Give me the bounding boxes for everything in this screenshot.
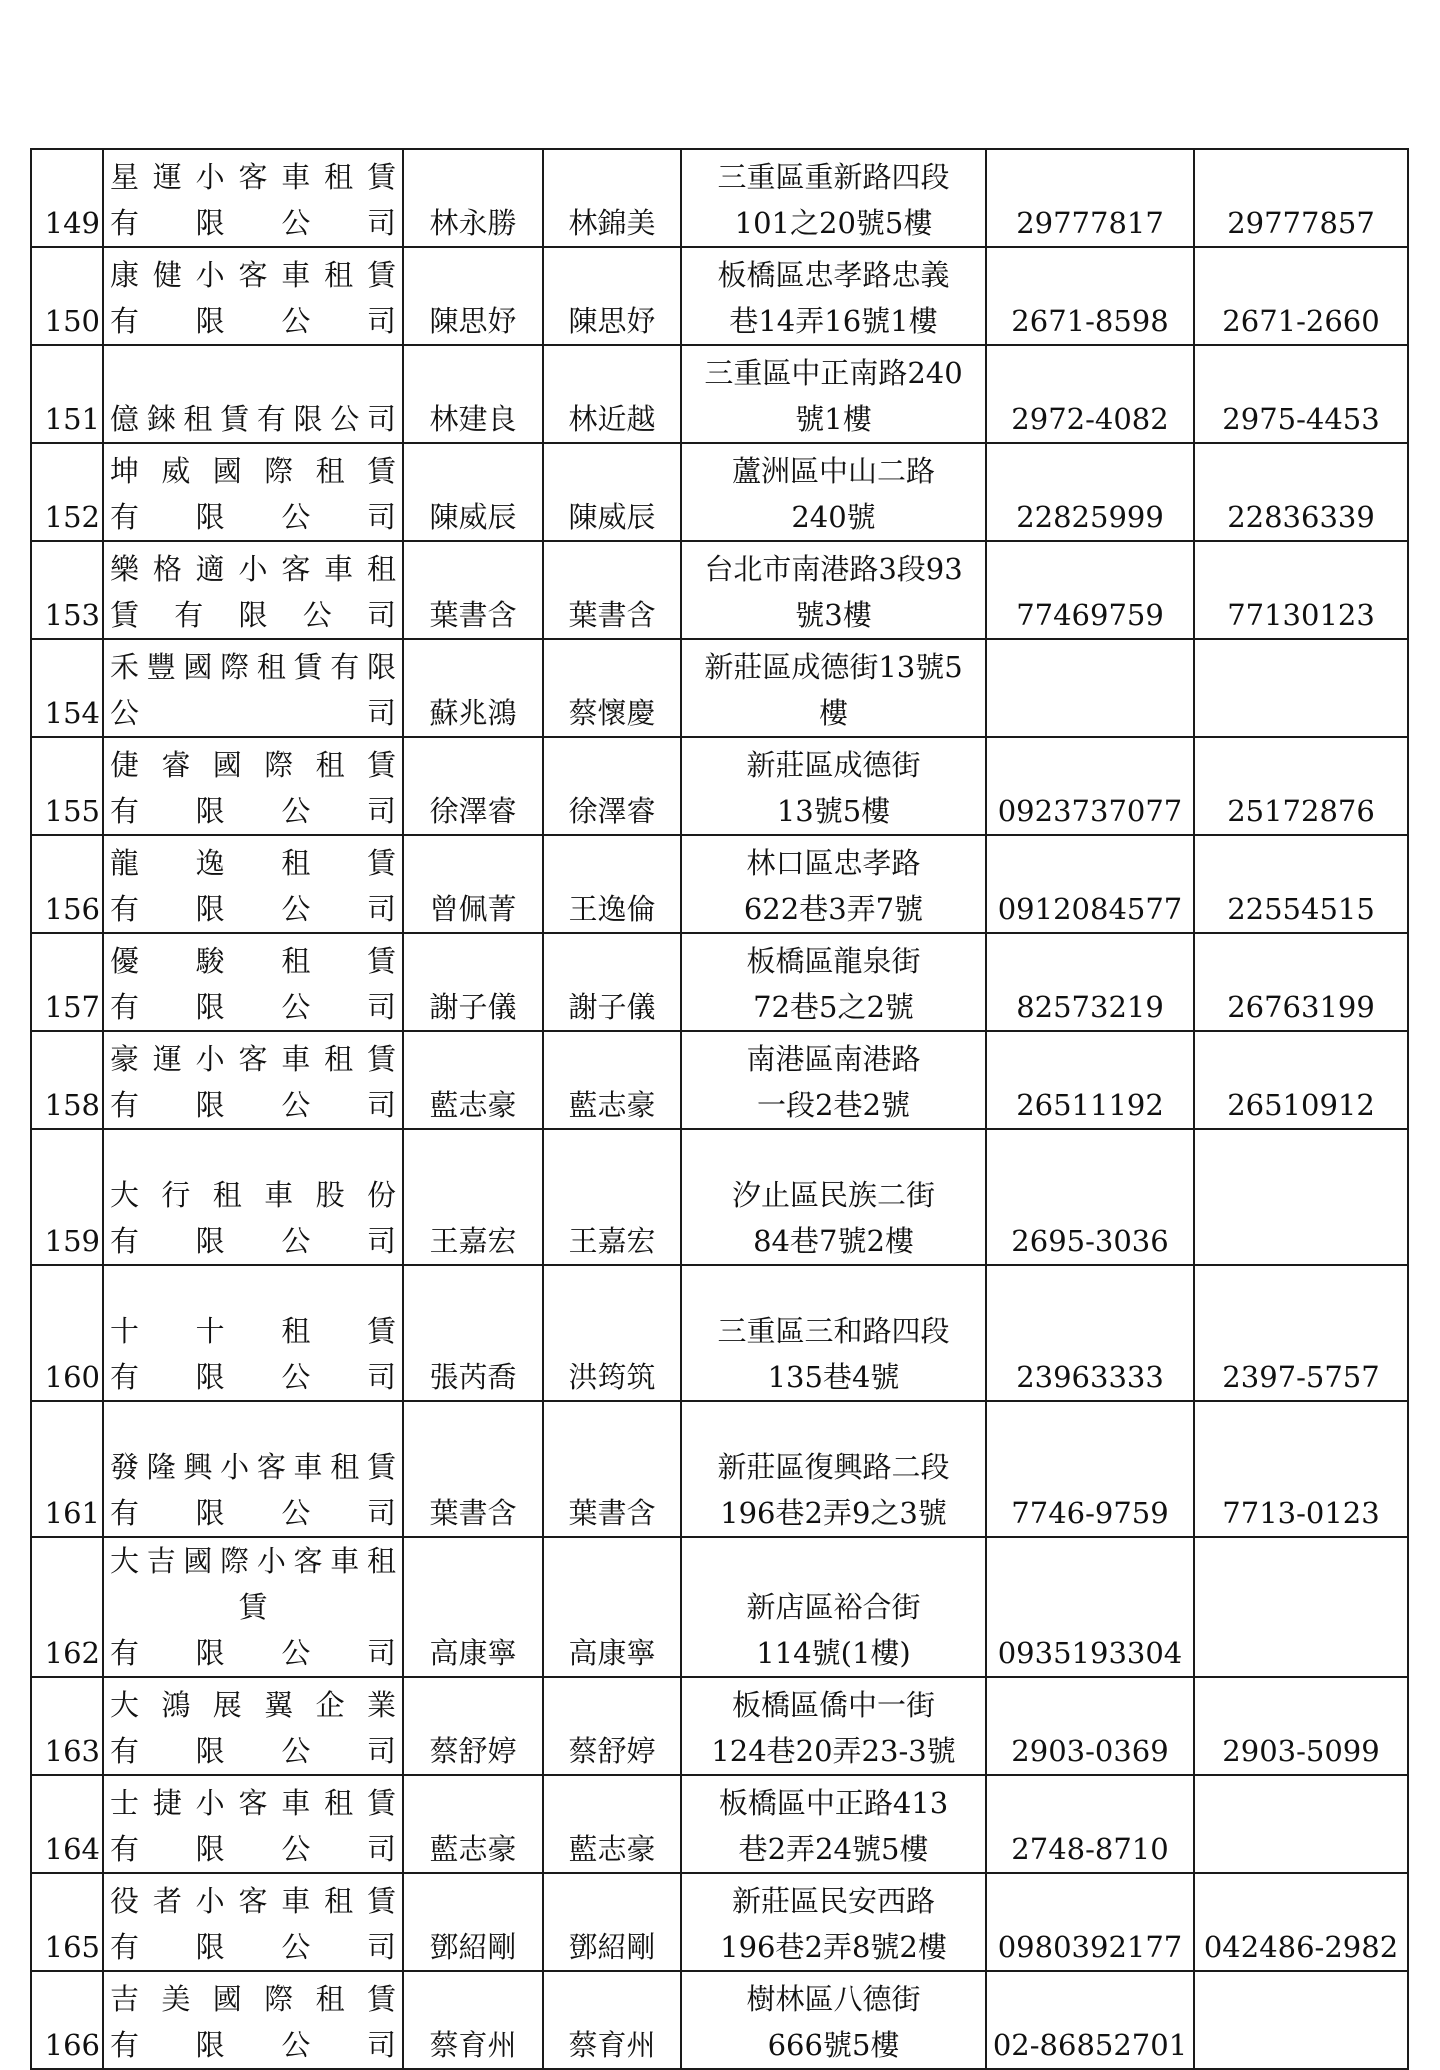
table-row [31,443,1408,541]
row-number: 151 [31,345,103,443]
company-name-line-1: 樂格適小客車租 [110,552,396,586]
address-line-1: 三重區三和路四段 [717,1314,950,1348]
manager-cell: 蔡育州 [543,1971,681,2069]
fax-cell [1194,1971,1408,2069]
company-name-line-1: 發隆興小客車租賃 [110,1450,396,1484]
phone-cell: 23963333 [986,1265,1194,1401]
fax-cell: 29777857 [1194,149,1408,247]
phone-cell: 2695-3036 [986,1129,1194,1265]
company-name-cell [103,1873,403,1971]
address-cell [681,1265,986,1401]
manager-cell: 王嘉宏 [543,1129,681,1265]
manager-cell: 藍志豪 [543,1775,681,1873]
table-row [31,345,1408,443]
representative-cell: 葉書含 [403,1401,543,1537]
address-line-1: 新莊區民安西路 [731,1884,935,1918]
company-name-cell [103,149,403,247]
company-name-line-2: 有限公司 [110,1088,396,1122]
address-line-2: 196巷2弄9之3號 [720,1496,947,1530]
address-cell [681,1873,986,1971]
company-name-cell [103,345,403,443]
company-name-cell [103,1031,403,1129]
row-number: 164 [31,1775,103,1873]
address-line-1: 板橋區中正路413 [718,1786,949,1820]
company-name-cell [103,835,403,933]
address-line-1: 新莊區成德街13號5 [704,650,963,684]
company-name-line-2: 有限公司 [110,500,396,534]
row-number: 149 [31,149,103,247]
manager-cell: 陳威辰 [543,443,681,541]
representative-cell: 鄧紹剛 [403,1873,543,1971]
address-line-2: 240號 [791,500,876,534]
fax-cell [1194,1775,1408,1873]
representative-cell: 陳思妤 [403,247,543,345]
table-row [31,1677,1408,1775]
address-line-2: 124巷20弄23-3號 [711,1734,956,1768]
table-row [31,737,1408,835]
company-name-line-1: 吉美國際租賃 [110,1982,396,2016]
table-row [31,1401,1408,1537]
address-cell [681,1775,986,1873]
representative-cell: 陳威辰 [403,443,543,541]
table-row [31,1537,1408,1677]
company-name-line-2: 有限公司 [110,1832,396,1866]
company-name-line-2: 公司 [110,696,396,730]
company-name-cell [103,1265,403,1401]
company-name-cell [103,933,403,1031]
fax-cell [1194,1129,1408,1265]
address-line-2: 135巷4號 [767,1360,900,1394]
row-number: 153 [31,541,103,639]
company-name-cell [103,639,403,737]
address-cell [681,247,986,345]
company-name-line-1: 康健小客車租賃 [110,258,396,292]
fax-cell: 26510912 [1194,1031,1408,1129]
table-row [31,933,1408,1031]
address-line-2: 72巷5之2號 [753,990,914,1024]
manager-cell: 林錦美 [543,149,681,247]
manager-cell: 謝子儀 [543,933,681,1031]
fax-cell: 25172876 [1194,737,1408,835]
phone-cell: 2903-0369 [986,1677,1194,1775]
address-line-2: 101之20號5樓 [734,206,933,240]
row-number: 150 [31,247,103,345]
table-row [31,149,1408,247]
table-row [31,835,1408,933]
manager-cell: 徐澤睿 [543,737,681,835]
address-cell [681,149,986,247]
fax-cell: 7713-0123 [1194,1401,1408,1537]
company-name-line-1: 士捷小客車租賃 [110,1786,396,1820]
address-line-2: 196巷2弄8號2樓 [720,1930,947,1964]
address-line-2: 樓 [818,696,848,730]
fax-cell [1194,1537,1408,1677]
address-line-2: 622巷3弄7號 [743,892,924,926]
row-number: 166 [31,1971,103,2069]
fax-cell: 2975-4453 [1194,345,1408,443]
company-name-line-1: 倢睿國際租賃 [110,748,396,782]
row-number: 156 [31,835,103,933]
phone-cell: 0912084577 [986,835,1194,933]
representative-cell: 蘇兆鴻 [403,639,543,737]
address-line-1: 樹林區八德街 [746,1982,921,2016]
fax-cell: 77130123 [1194,541,1408,639]
address-line-1: 南港區南港路 [746,1042,921,1076]
representative-cell: 林永勝 [403,149,543,247]
row-number: 154 [31,639,103,737]
phone-cell: 2671-8598 [986,247,1194,345]
representative-cell: 高康寧 [403,1537,543,1677]
representative-cell: 藍志豪 [403,1775,543,1873]
row-number: 163 [31,1677,103,1775]
address-cell [681,1971,986,2069]
table-row [31,541,1408,639]
company-name-cell [103,737,403,835]
fax-cell: 042486-2982 [1194,1873,1408,1971]
address-line-1: 三重區重新路四段 [717,160,950,194]
table-row [31,1129,1408,1265]
table-row [31,1873,1408,1971]
manager-cell: 葉書含 [543,1401,681,1537]
address-cell [681,933,986,1031]
address-line-2: 號1樓 [795,402,872,436]
representative-cell: 徐澤睿 [403,737,543,835]
address-line-2: 號3樓 [795,598,872,632]
address-line-1: 蘆洲區中山二路 [731,454,935,488]
address-cell [681,345,986,443]
phone-cell: 0980392177 [986,1873,1194,1971]
company-name-line-1: 十十租賃 [110,1314,396,1348]
address-line-2: 666號5樓 [767,2028,900,2062]
table-row [31,1775,1408,1873]
manager-cell: 葉書含 [543,541,681,639]
row-number: 160 [31,1265,103,1401]
address-cell [681,443,986,541]
row-number: 157 [31,933,103,1031]
company-name-line-1: 禾豐國際租賃有限 [110,650,396,684]
representative-cell: 張芮喬 [403,1265,543,1401]
company-name-line-1: 星運小客車租賃 [110,160,396,194]
table-row [31,639,1408,737]
row-number: 161 [31,1401,103,1537]
address-line-2: 114號(1樓) [756,1636,911,1670]
table-row [31,1265,1408,1401]
company-name-line-2: 有限公司 [110,794,396,828]
company-name-line-1: 大鴻展翼企業 [110,1688,396,1722]
company-name-line-2: 有限公司 [110,2028,396,2062]
address-line-2: 巷2弄24號5樓 [738,1832,929,1866]
phone-cell: 26511192 [986,1031,1194,1129]
table-row [31,247,1408,345]
address-line-1: 新莊區復興路二段 [717,1450,950,1484]
phone-cell [986,639,1194,737]
representative-cell: 林建良 [403,345,543,443]
fax-cell: 26763199 [1194,933,1408,1031]
company-name-line-1: 役者小客車租賃 [110,1884,396,1918]
registry-table [30,148,1409,2070]
address-cell [681,835,986,933]
address-cell [681,1677,986,1775]
phone-cell: 2972-4082 [986,345,1194,443]
company-name-line-1: 豪運小客車租賃 [110,1042,396,1076]
manager-cell: 蔡懷慶 [543,639,681,737]
manager-cell: 鄧紹剛 [543,1873,681,1971]
company-name-line-1: 龍逸租賃 [110,846,396,880]
address-line-1: 汐止區民族二街 [731,1178,935,1212]
company-name-cell [103,1775,403,1873]
company-name-line-2: 有限公司 [110,304,396,338]
address-line-1: 林口區忠孝路 [746,846,921,880]
company-name-line-2: 有限公司 [110,990,396,1024]
company-name-line-1: 優駿租賃 [110,944,396,978]
company-name-line-1: 大行租車股份 [110,1178,396,1212]
manager-cell: 林近越 [543,345,681,443]
address-line-2: 一段2巷2號 [757,1088,910,1122]
manager-cell: 高康寧 [543,1537,681,1677]
company-name-cell [103,1129,403,1265]
company-name-cell [103,1971,403,2069]
company-name-line-2: 有限公司 [110,1360,396,1394]
company-name-cell [103,1401,403,1537]
phone-cell: 0935193304 [986,1537,1194,1677]
company-name-line-2: 有限公司 [110,1734,396,1768]
address-cell [681,1031,986,1129]
phone-cell: 7746-9759 [986,1401,1194,1537]
row-number: 155 [31,737,103,835]
company-name-cell [103,541,403,639]
fax-cell: 2903-5099 [1194,1677,1408,1775]
table-row [31,1031,1408,1129]
row-number: 162 [31,1537,103,1677]
company-name-line-1: 大吉國際小客車租 [110,1544,396,1578]
representative-cell: 謝子儀 [403,933,543,1031]
manager-cell: 洪筠筑 [543,1265,681,1401]
address-line-1: 板橋區僑中一街 [731,1688,935,1722]
table-row [31,1971,1408,2069]
phone-cell: 02-86852701 [986,1971,1194,2069]
company-name-line-2: 有限公司 [110,1496,396,1530]
representative-cell: 藍志豪 [403,1031,543,1129]
address-line-2: 巷14弄16號1樓 [729,304,938,338]
company-name-line-2: 有限公司 [110,892,396,926]
address-line-1: 三重區中正南路240 [704,356,963,390]
representative-cell: 葉書含 [403,541,543,639]
company-name-cell [103,1537,403,1677]
address-cell [681,639,986,737]
company-name-line-2: 有限公司 [110,1930,396,1964]
manager-cell: 蔡舒婷 [543,1677,681,1775]
row-number: 158 [31,1031,103,1129]
address-line-1: 新莊區成德街 [746,748,921,782]
fax-cell [1194,639,1408,737]
fax-cell: 2671-2660 [1194,247,1408,345]
address-line-1: 新店區裕合街 [746,1590,921,1624]
company-name-cell [103,443,403,541]
phone-cell: 29777817 [986,149,1194,247]
registry-rows [31,149,1408,2069]
fax-cell: 2397-5757 [1194,1265,1408,1401]
address-cell [681,1537,986,1677]
phone-cell: 22825999 [986,443,1194,541]
address-line-1: 板橋區忠孝路忠義 [717,258,950,292]
address-cell [681,737,986,835]
address-line-2: 84巷7號2樓 [753,1224,914,1258]
address-cell [681,541,986,639]
phone-cell: 82573219 [986,933,1194,1031]
company-name-line-1: 坤威國際租賃 [110,454,396,488]
address-line-1: 板橋區龍泉街 [746,944,921,978]
manager-cell: 王逸倫 [543,835,681,933]
manager-cell: 藍志豪 [543,1031,681,1129]
company-name-line-2: 有限公司 [110,1224,396,1258]
row-number: 159 [31,1129,103,1265]
phone-cell: 0923737077 [986,737,1194,835]
address-cell [681,1129,986,1265]
company-name-cell [103,247,403,345]
address-cell [681,1401,986,1537]
representative-cell: 王嘉宏 [403,1129,543,1265]
address-line-1: 台北市南港路3段93 [704,552,963,586]
company-name-line-2: 有限公司 [110,206,396,240]
company-name-line-2: 賃有限公司 [110,598,396,632]
company-name-line-1: 億錸租賃有限公司 [110,402,396,436]
address-line-2: 13號5樓 [776,794,891,828]
company-name-line-1b: 賃 [238,1590,268,1624]
representative-cell: 曾佩菁 [403,835,543,933]
fax-cell: 22836339 [1194,443,1408,541]
company-name-line-2: 有限公司 [110,1636,396,1670]
representative-cell: 蔡舒婷 [403,1677,543,1775]
row-number: 165 [31,1873,103,1971]
phone-cell: 2748-8710 [986,1775,1194,1873]
manager-cell: 陳思妤 [543,247,681,345]
phone-cell: 77469759 [986,541,1194,639]
representative-cell: 蔡育州 [403,1971,543,2069]
fax-cell: 22554515 [1194,835,1408,933]
row-number: 152 [31,443,103,541]
company-name-cell [103,1677,403,1775]
